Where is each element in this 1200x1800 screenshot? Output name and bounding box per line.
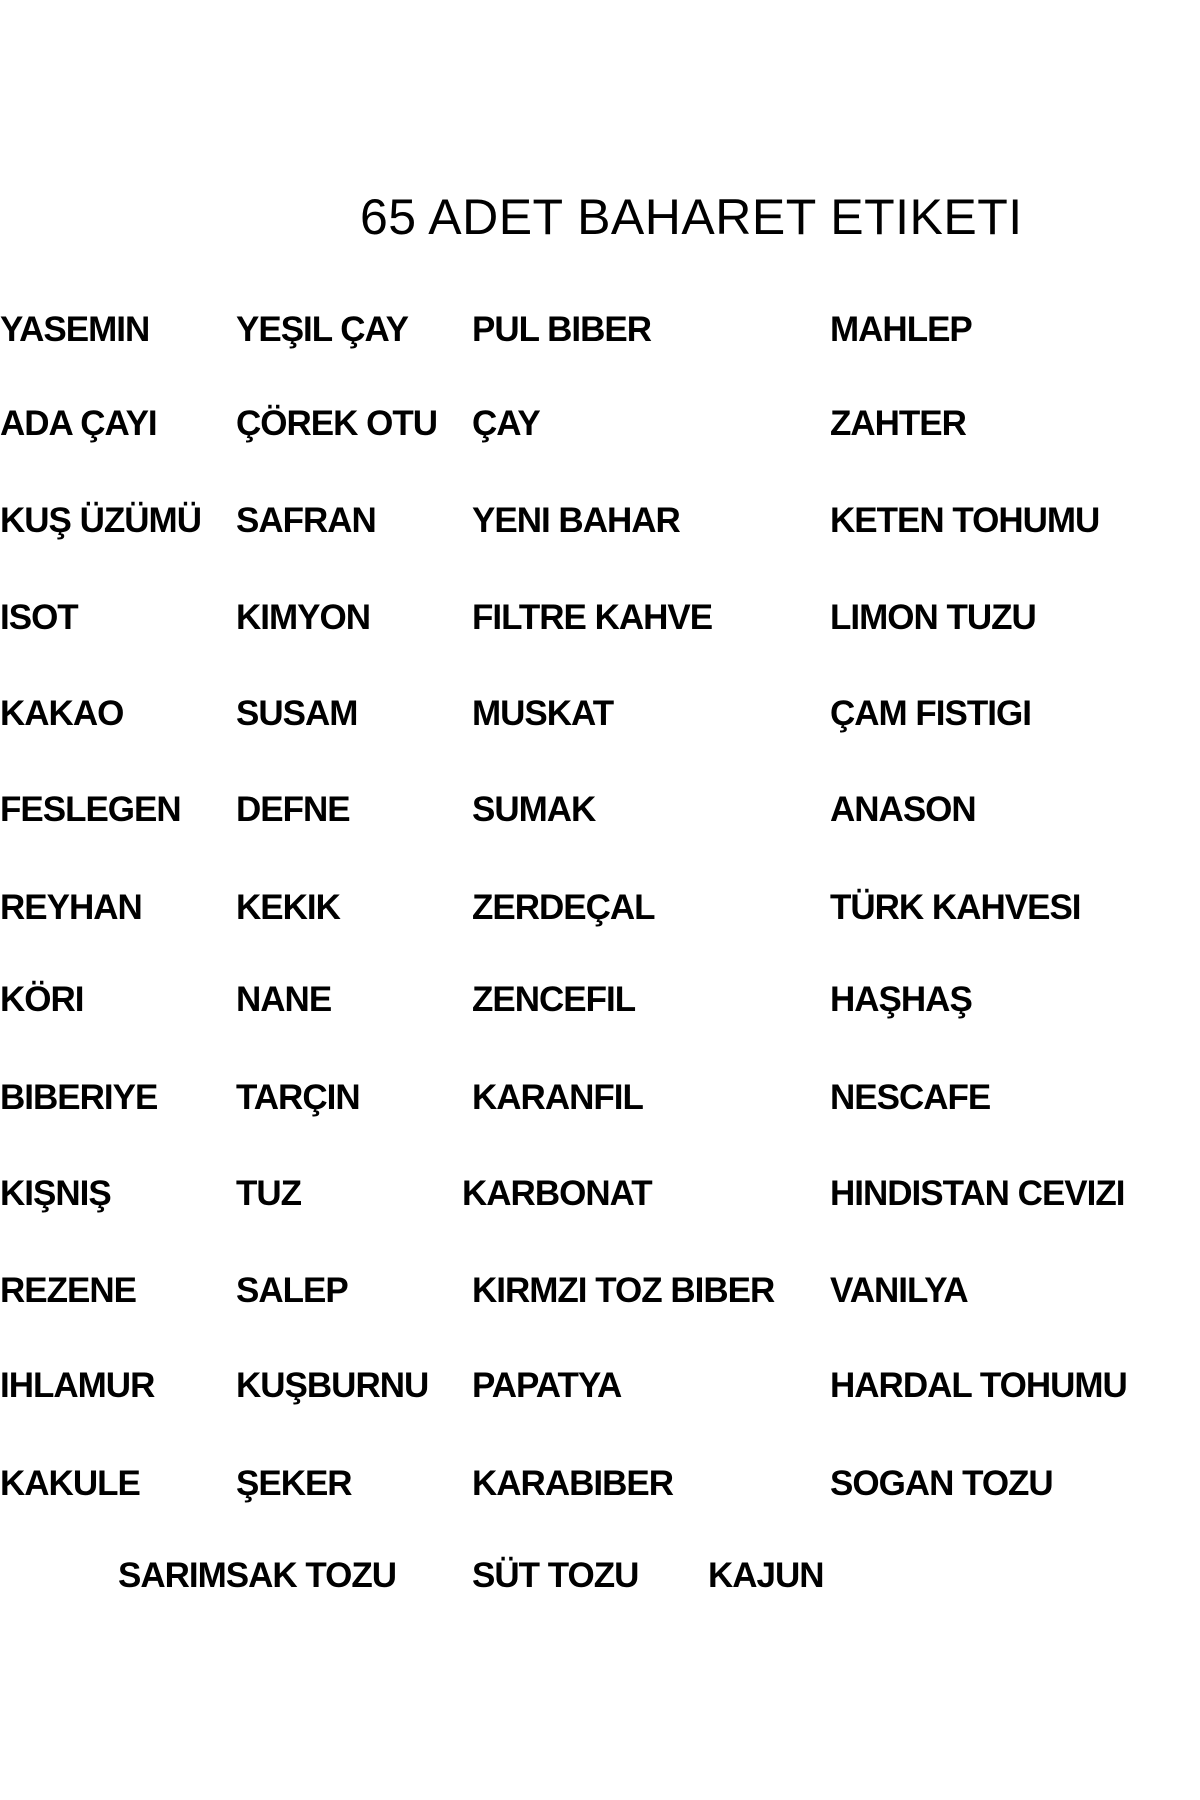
- spice-label: PAPATYA: [472, 1366, 622, 1405]
- spice-label: ŞEKER: [236, 1464, 352, 1503]
- spice-label: YEŞIL ÇAY: [236, 310, 408, 349]
- spice-label: REYHAN: [0, 888, 142, 927]
- spice-label: IHLAMUR: [0, 1366, 155, 1405]
- spice-label: HINDISTAN CEVIZI: [830, 1174, 1125, 1213]
- spice-label: NESCAFE: [830, 1078, 991, 1117]
- spice-label: HARDAL TOHUMU: [830, 1366, 1127, 1405]
- spice-label: KAKAO: [0, 694, 124, 733]
- spice-label: SUMAK: [472, 790, 596, 829]
- spice-label: TÜRK KAHVESI: [830, 888, 1081, 927]
- spice-label: KARANFIL: [472, 1078, 643, 1117]
- page-title: 65 ADET BAHARET ETIKETI: [360, 189, 1023, 245]
- spice-label: TARÇIN: [236, 1078, 360, 1117]
- spice-label: ZERDEÇAL: [472, 888, 655, 927]
- spice-label: REZENE: [0, 1271, 136, 1310]
- spice-label: FILTRE KAHVE: [472, 598, 713, 637]
- spice-label: KETEN TOHUMU: [830, 501, 1100, 540]
- spice-label: SALEP: [236, 1271, 348, 1310]
- spice-label: PUL BIBER: [472, 310, 651, 349]
- spice-label: HAŞHAŞ: [830, 980, 972, 1019]
- spice-label: ZAHTER: [830, 404, 966, 443]
- spice-label: ZENCEFIL: [472, 980, 636, 1019]
- spice-label: LIMON TUZU: [830, 598, 1036, 637]
- spice-label: TUZ: [236, 1174, 302, 1213]
- spice-label: KUŞ ÜZÜMÜ: [0, 501, 201, 540]
- spice-label: SAFRAN: [236, 501, 376, 540]
- spice-label: DEFNE: [236, 790, 350, 829]
- spice-label: KEKIK: [236, 888, 340, 927]
- spice-label: KIRMZI TOZ BIBER: [472, 1271, 775, 1310]
- spice-label: KARABIBER: [472, 1464, 673, 1503]
- spice-label: ÇÖREK OTU: [236, 404, 437, 443]
- spice-label: MUSKAT: [472, 694, 614, 733]
- spice-label: VANILYA: [830, 1271, 968, 1310]
- spice-label: SUSAM: [236, 694, 358, 733]
- spice-label: ISOT: [0, 598, 78, 637]
- spice-label: KARBONAT: [462, 1174, 652, 1213]
- spice-label: ADA ÇAYI: [0, 404, 157, 443]
- spice-label: ÇAY: [472, 404, 540, 443]
- spice-label: KIŞNIŞ: [0, 1174, 111, 1213]
- spice-label: KÖRI: [0, 980, 84, 1019]
- spice-label: ÇAM FISTIGI: [830, 694, 1031, 733]
- spice-label: SÜT TOZU: [472, 1556, 639, 1595]
- spice-label: BIBERIYE: [0, 1078, 158, 1117]
- spice-label: ANASON: [830, 790, 976, 829]
- spice-label: KIMYON: [236, 598, 370, 637]
- spice-label: KAKULE: [0, 1464, 140, 1503]
- spice-label: YENI BAHAR: [472, 501, 680, 540]
- spice-label: SOGAN TOZU: [830, 1464, 1053, 1503]
- spice-label: SARIMSAK TOZU: [118, 1556, 397, 1595]
- spice-label: YASEMIN: [0, 310, 150, 349]
- spice-label: KUŞBURNU: [236, 1366, 429, 1405]
- spice-label: MAHLEP: [830, 310, 972, 349]
- spice-label: NANE: [236, 980, 332, 1019]
- spice-label: KAJUN: [708, 1556, 824, 1595]
- spice-label: FESLEGEN: [0, 790, 181, 829]
